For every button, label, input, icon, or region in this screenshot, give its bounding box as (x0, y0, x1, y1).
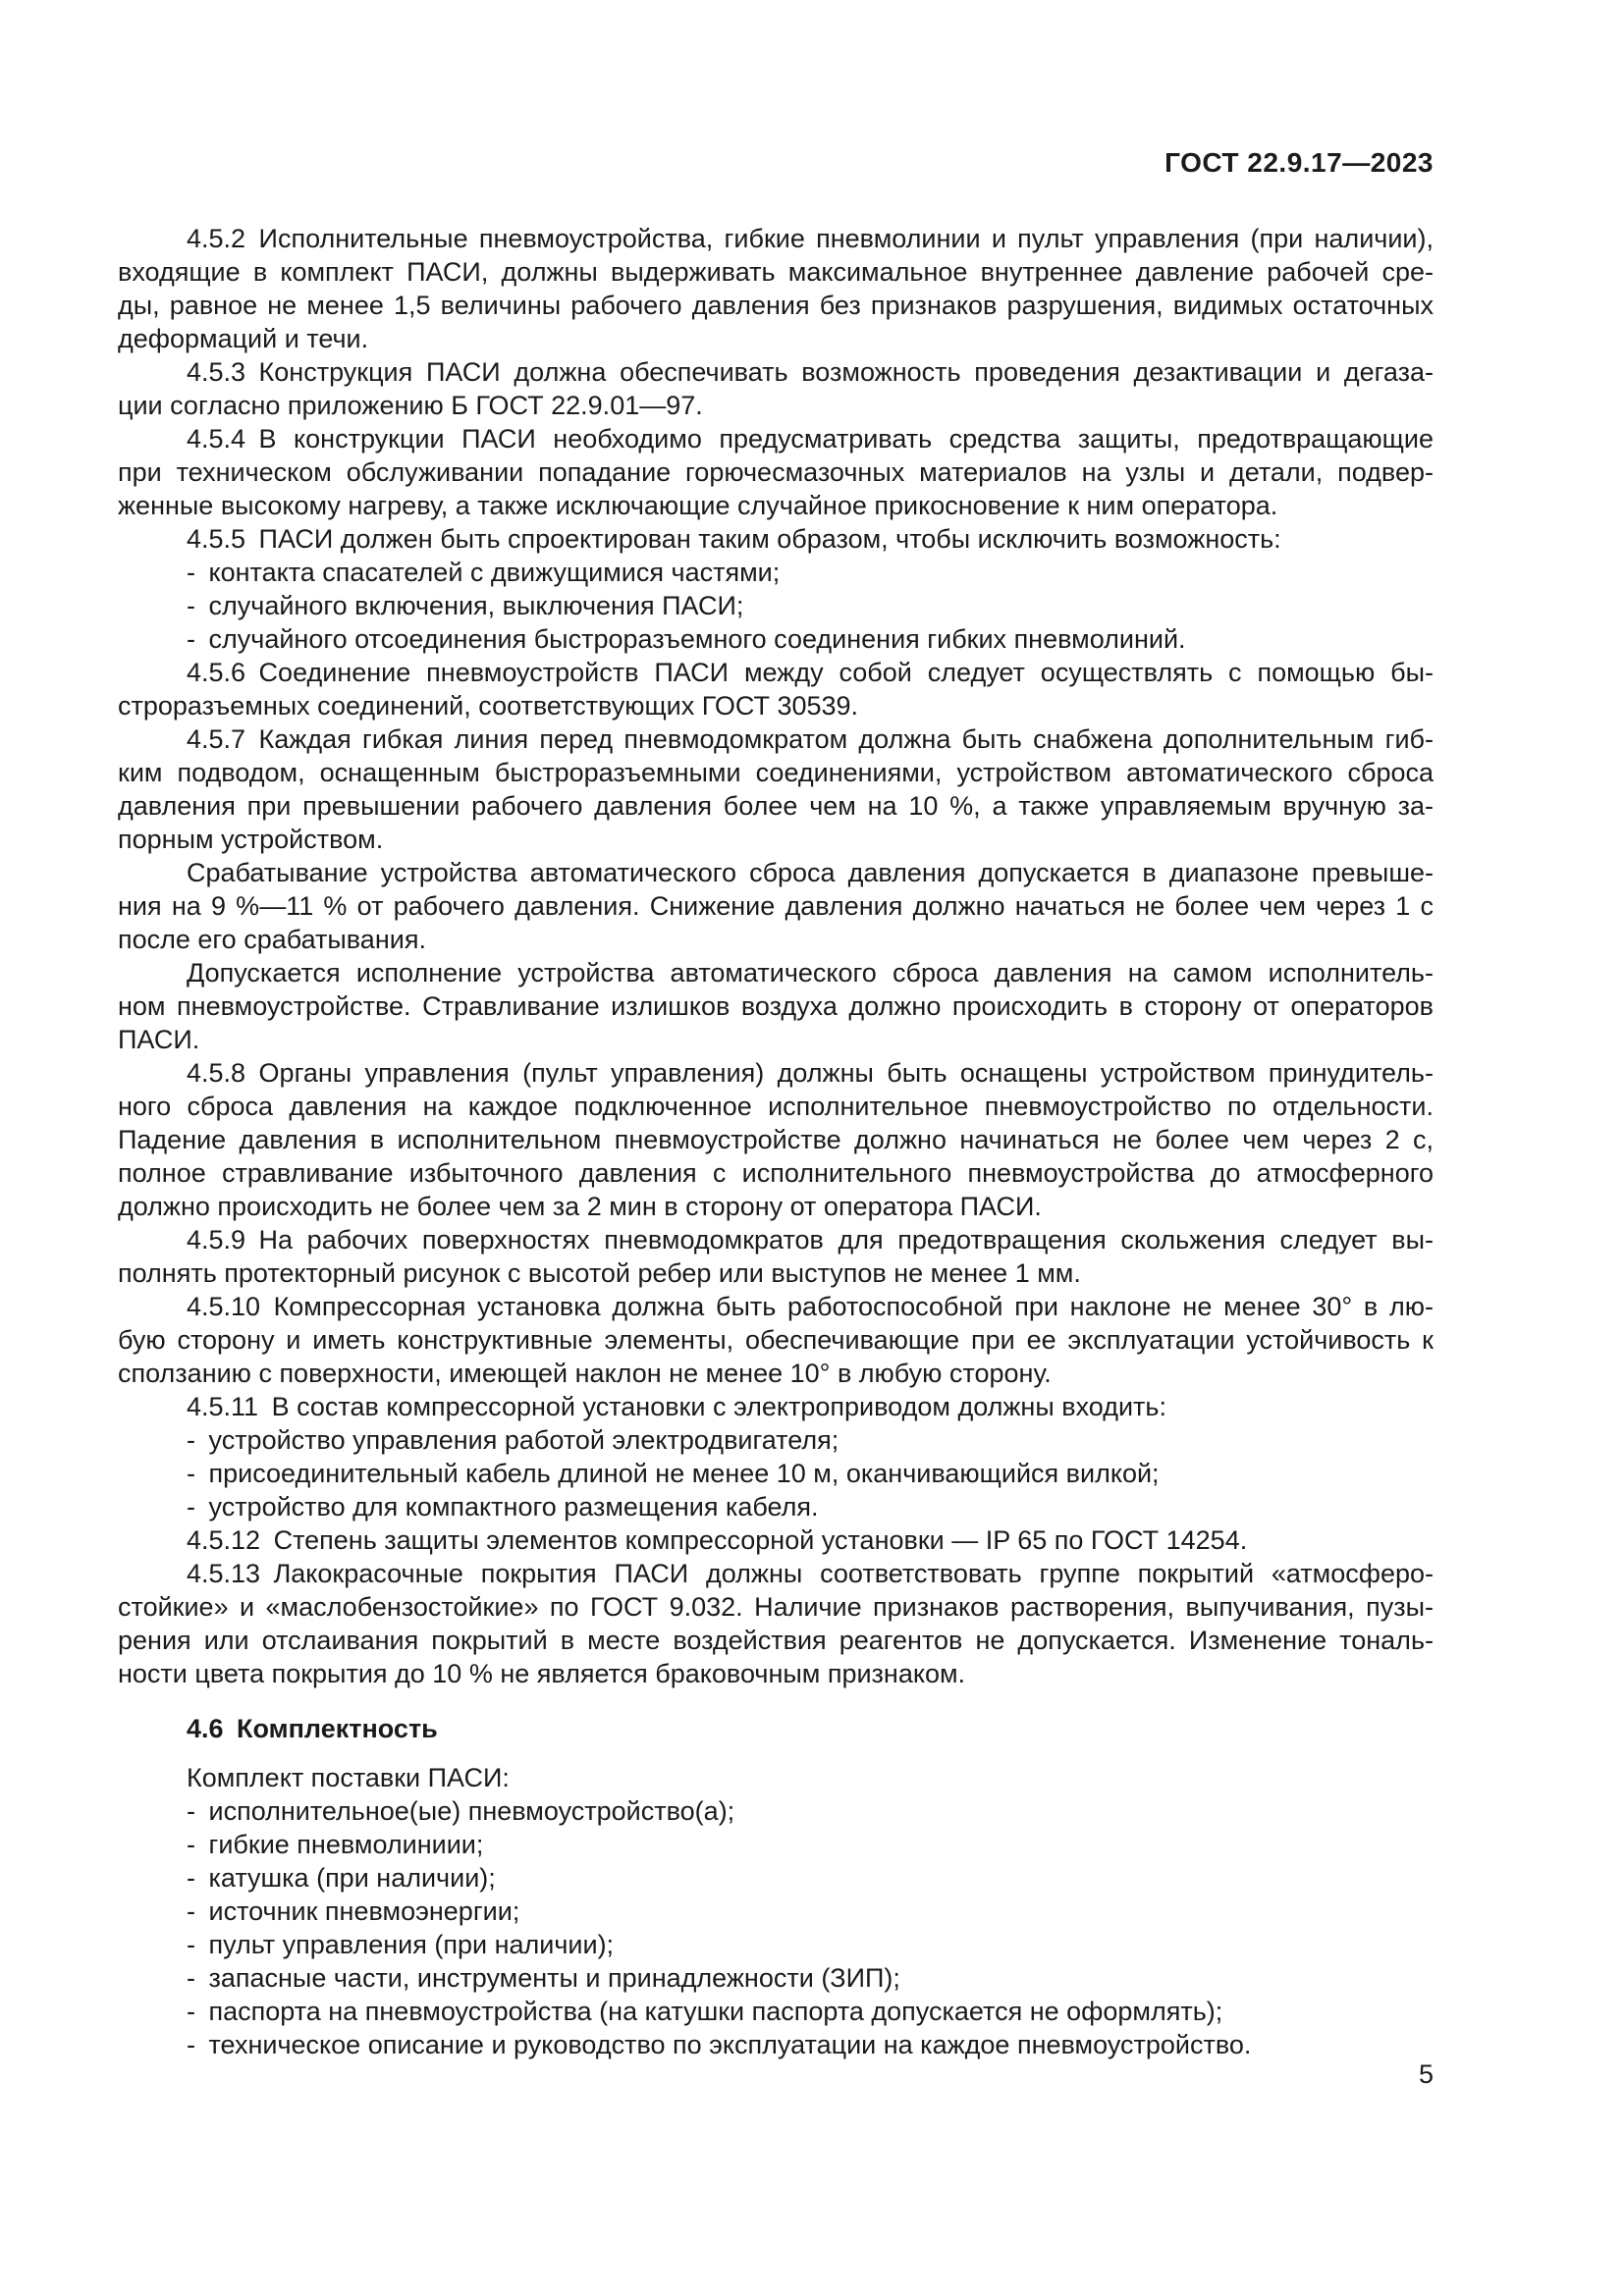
text-line: должно происходить не более чем за 2 мин в сторону от оператора ПАСИ. (118, 1192, 1042, 1221)
text-line: 4.5.9 На рабочих поверхностях пневмодомкратов для предотвращения скольжения следует вы- (187, 1225, 1434, 1255)
text-line: ПАСИ. (118, 1025, 200, 1054)
text-line: ности цвета покрытия до 10 % не является браковочным признаком. (118, 1659, 966, 1688)
paragraph (118, 355, 1434, 422)
text-line: ции согласно приложению Б ГОСТ 22.9.01—97. (118, 391, 703, 420)
text-line: рения или отслаивания покрытий в месте воздействия реагентов не допускается. Изменение тональ- (118, 1626, 1434, 1655)
text-line: Срабатывание устройства автоматического сброса давления допускается в диапазоне превыше- (187, 858, 1434, 887)
page-number: 5 (1418, 2059, 1434, 2089)
list-item: - катушка (при наличии); (187, 1863, 496, 1893)
list-item: - устройство управления работой электродвигателя; (187, 1425, 839, 1455)
list-item: - устройство для компактного размещения кабеля. (187, 1492, 819, 1522)
paragraph (118, 1761, 1434, 1794)
text-line: 4.5.3 Конструкция ПАСИ должна обеспечивать возможность проведения дезактивации и дегаза- (187, 357, 1434, 387)
paragraph (118, 856, 1434, 956)
text-line: 4.5.4 В конструкции ПАСИ необходимо предусматривать средства защиты, предотвращающие (187, 424, 1434, 454)
text-line: 4.5.2 Исполнительные пневмоустройства, гибкие пневмолинии и пульт управления (при наличии), (187, 224, 1434, 253)
text-line: ды, равное не менее 1,5 величины рабочего давления без признаков разрушения, видимых остаточных (118, 291, 1434, 320)
text-line: женные высокому нагреву, а также исключающие случайное прикосновение к ним оператора. (118, 491, 1278, 520)
text-line: стойкие» и «маслобензостойкие» по ГОСТ 9.032. Наличие признаков растворения, выпучивания, пузы- (118, 1592, 1434, 1622)
text-line: полнять протекторный рисунок с высотой ребер или выступов не менее 1 мм. (118, 1258, 1081, 1288)
paragraph (118, 722, 1434, 856)
standard-code-header: ГОСТ 22.9.17—2023 (1164, 147, 1434, 178)
paragraph (118, 1056, 1434, 1223)
text-line: 4.5.7 Каждая гибкая линия перед пневмодомкратом должна быть снабжена дополнительным гиб- (187, 724, 1434, 754)
text-line: 4.5.6 Соединение пневмоустройств ПАСИ между собой следует осуществлять с помощью бы- (187, 658, 1434, 687)
text-line: бую сторону и иметь конструктивные элементы, обеспечивающие при ее эксплуатации устойчивость к (118, 1325, 1434, 1355)
text-line: 4.5.5 ПАСИ должен быть спроектирован таким образом, чтобы исключить возможность: (187, 524, 1281, 554)
text-line: порным устройством. (118, 825, 384, 854)
text-line: после его срабатывания. (118, 925, 426, 954)
text-line: сползанию с поверхности, имеющей наклон не менее 10° в любую сторону. (118, 1359, 1052, 1388)
list-item: - запасные части, инструменты и принадлежности (ЗИП); (187, 1963, 900, 1993)
paragraph (118, 222, 1434, 355)
paragraph (118, 1523, 1434, 1557)
list-item: - гибкие пневмолиниии; (187, 1830, 484, 1859)
paragraph (118, 1557, 1434, 1690)
list-item: - исполнительное(ые) пневмоустройство(а); (187, 1796, 735, 1826)
list-item: - присоединительный кабель длиной не менее 10 м, оканчивающийся вилкой; (187, 1459, 1160, 1488)
text-line: 4.5.8 Органы управления (пульт управления) должны быть оснащены устройством принудитель- (187, 1058, 1434, 1088)
text-line: 4.5.13 Лакокрасочные покрытия ПАСИ должны соответствовать группе покрытий «атмосферо- (187, 1559, 1434, 1588)
list-item: - контакта спасателей с движущимися частями; (187, 558, 781, 587)
text-line: 4.5.10 Компрессорная установка должна быть работоспособной при наклоне не менее 30° в лю- (187, 1292, 1434, 1321)
text-line: Падение давления в исполнительном пневмоустройстве должно начинаться не более чем через 2 с, (118, 1125, 1434, 1154)
list-item: - паспорта на пневмоустройства (на катушки паспорта допускается не оформлять); (187, 1997, 1223, 2026)
paragraph (118, 656, 1434, 722)
text-line: Допускается исполнение устройства автоматического сброса давления на самом исполнитель- (187, 958, 1434, 988)
document-body (118, 222, 1434, 2061)
text-line: ния на 9 %—11 % от рабочего давления. Снижение давления должно начаться не более чем через 1 с (118, 891, 1434, 921)
list-item: - случайного включения, выключения ПАСИ; (187, 591, 744, 620)
text-line: ким подводом, оснащенным быстроразъемными соединениями, устройством автоматического сброса (118, 758, 1434, 787)
paragraph (118, 522, 1434, 556)
text-line: строразъемных соединений, соответствующих ГОСТ 30539. (118, 691, 859, 721)
text-line: полное стравливание избыточного давления с исполнительного пневмоустройства до атмосферного (118, 1158, 1434, 1188)
paragraph (118, 956, 1434, 1056)
list-item: - пульт управления (при наличии); (187, 1930, 615, 1959)
text-line: 4.5.12 Степень защиты элементов компрессорной установки — IP 65 по ГОСТ 14254. (187, 1525, 1248, 1555)
list-item: - техническое описание и руководство по эксплуатации на каждое пневмоустройство. (187, 2030, 1252, 2059)
text-line: Комплект поставки ПАСИ: (187, 1763, 510, 1792)
text-line: входящие в комплект ПАСИ, должны выдерживать максимальное внутреннее давление рабочей сре- (118, 257, 1434, 287)
text-line: давления при превышении рабочего давления более чем на 10 %, а также управляемым вручную за- (118, 791, 1434, 821)
paragraph (118, 1223, 1434, 1290)
list-item: - источник пневмоэнергии; (187, 1896, 520, 1926)
text-line: ном пневмоустройстве. Стравливание излишков воздуха должно происходить в сторону от операторов (118, 991, 1434, 1021)
list-item: - случайного отсоединения быстроразъемного соединения гибких пневмолиний. (187, 624, 1186, 654)
section-heading: 4.6 Комплектность (187, 1714, 438, 1743)
text-line: ного сброса давления на каждое подключенное исполнительное пневмоустройство по отдельности. (118, 1092, 1434, 1121)
text-line: 4.5.11 В состав компрессорной установки с электроприводом должны входить: (187, 1392, 1166, 1421)
paragraph (118, 1390, 1434, 1423)
paragraph (118, 422, 1434, 522)
text-line: при техническом обслуживании попадание горючесмазочных материалов на узлы и детали, подвер- (118, 457, 1434, 487)
text-line: деформаций и течи. (118, 324, 369, 353)
paragraph (118, 1290, 1434, 1390)
